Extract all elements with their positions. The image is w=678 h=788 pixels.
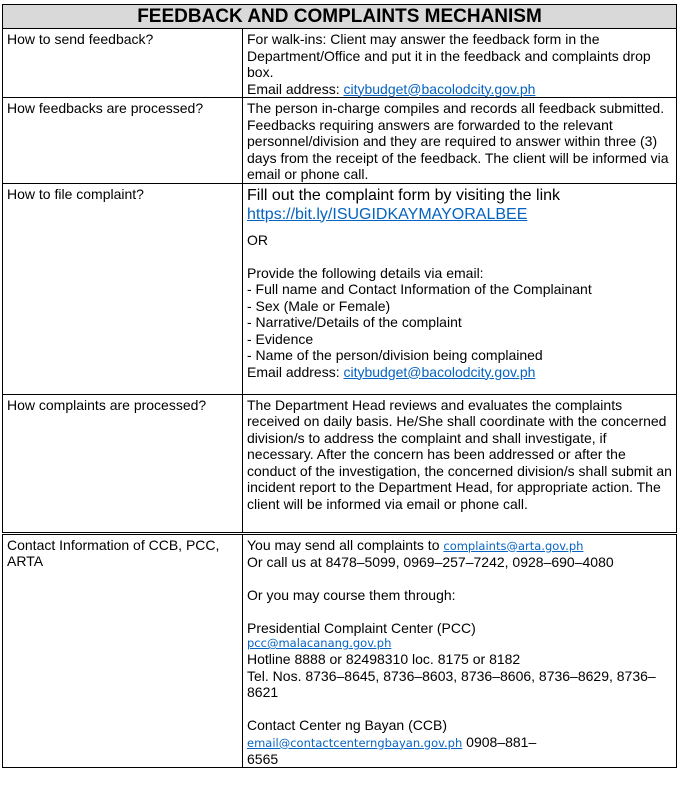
course-text: Or you may course them through:	[247, 586, 456, 603]
email-label: Email address:	[247, 80, 344, 97]
question-file-complaint: How to file complaint?	[3, 183, 243, 394]
feedback-complaints-table	[2, 4, 677, 768]
table-row	[3, 183, 677, 394]
table-title: FEEDBACK AND COMPLAINTS MECHANISM	[3, 5, 677, 29]
ccb-name: Contact Center ng Bayan (CCB)	[247, 717, 447, 733]
call-text: Or call us at 8478–5099, 0969–257–7242, 0928–690–4080	[247, 553, 614, 570]
complaint-form-link[interactable]: https://bit.ly/ISUGIDKAYMAYORALBEE	[247, 205, 528, 223]
answer-text: For walk-ins: Client may answer the feedback form in the Department/Office and put it in the feedback and complaints drop box.	[247, 31, 651, 80]
details-item: - Full name and Contact Information of the Complainant	[247, 281, 592, 297]
answer-feedback-processed: The person in-charge compiles and records all feedback submitted. Feedbacks requiring answers are forwarded to the relevant personnel/division and they are required to answer within three (3) days from the receipt of the feedback. The client will be informed via email or phone call.	[243, 98, 677, 184]
send-text: You may send all complaints to	[247, 536, 444, 553]
pcc-email-link[interactable]: pcc@malacanang.gov.ph	[247, 636, 392, 650]
arta-email-link[interactable]: complaints@arta.gov.ph	[443, 538, 584, 553]
answer-complaints-processed: The Department Head reviews and evaluates the complaints received on daily basis. He/She shall coordinate with the concerned division/s to address the complaint and shall investigate, if necessary. After the concern has been addressed or after the conduct of the investigation, the concerned division/s shall submit an incident report to the Department Head, for appropriate action. The client will be informed via email or phone call.	[243, 394, 677, 533]
question-complaints-processed: How complaints are processed?	[3, 394, 243, 533]
answer-file-complaint	[243, 183, 677, 394]
details-item: - Name of the person/division being complained	[247, 347, 543, 363]
question-send-feedback: How to send feedback?	[3, 29, 243, 98]
answer-contact-info	[243, 533, 677, 768]
details-item: - Evidence	[247, 330, 314, 347]
ccb-email-link[interactable]: email@contactcenterngbayan.gov.ph	[247, 735, 463, 750]
table-row	[3, 394, 677, 533]
pcc-name: Presidential Complaint Center (PCC)	[247, 619, 476, 636]
details-item: - Sex (Male or Female)	[247, 297, 391, 314]
email-link[interactable]: citybudget@bacolodcity.gov.ph	[343, 363, 536, 380]
table-row	[3, 98, 677, 184]
question-feedback-processed: How feedbacks are processed?	[3, 98, 243, 184]
pcc-hotline: Hotline 8888 or 82498310 loc. 8175 or 8182	[247, 651, 521, 667]
details-item: - Narrative/Details of the complaint	[247, 314, 462, 330]
feedback-complaints-document	[2, 4, 676, 768]
table-row	[3, 29, 677, 98]
pcc-tel: Tel. Nos. 8736–8645, 8736–8603, 8736–8606, 8736–8629, 8736–8621	[247, 667, 656, 700]
question-contact-info: Contact Information of CCB, PCC, ARTA	[3, 533, 243, 768]
or-text: OR	[247, 231, 268, 248]
ccb-phone: 0908–881–	[462, 733, 537, 750]
details-intro: Provide the following details via email:	[247, 264, 484, 281]
table-row	[3, 533, 677, 768]
table-header-row	[3, 5, 677, 29]
ccb-phone-cont: 6565	[247, 750, 279, 767]
email-label: Email address:	[247, 363, 344, 380]
answer-send-feedback	[243, 29, 677, 98]
complaint-form-intro: Fill out the complaint form by visiting the link	[247, 186, 561, 204]
email-link[interactable]: citybudget@bacolodcity.gov.ph	[343, 80, 536, 97]
